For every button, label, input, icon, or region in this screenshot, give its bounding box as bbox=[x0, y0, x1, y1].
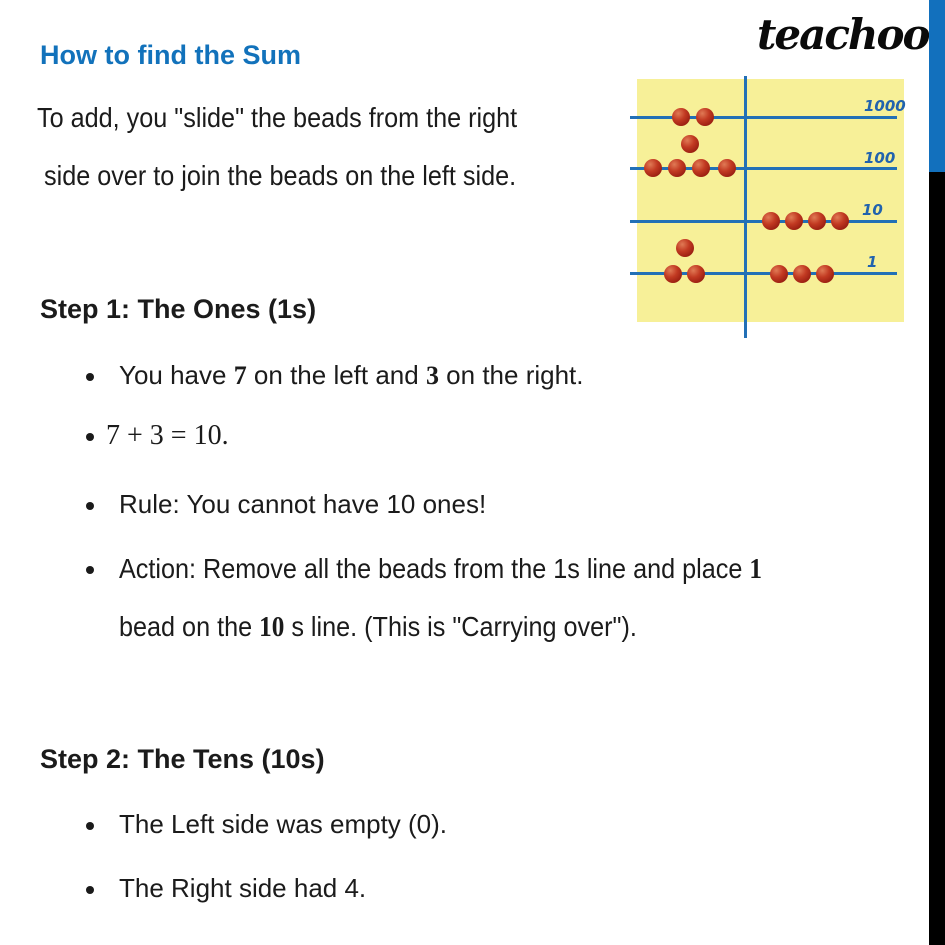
step1-bullet-equation bbox=[86, 420, 229, 452]
abacus-bead bbox=[668, 159, 686, 177]
abacus-label-100: 100 bbox=[864, 149, 896, 167]
abacus-bead bbox=[692, 159, 710, 177]
intro-line-1: To add, you "slide" the beads from the right bbox=[37, 102, 518, 133]
abacus-bead bbox=[808, 212, 826, 230]
abacus-bead bbox=[672, 108, 690, 126]
bullet-dot bbox=[86, 502, 94, 510]
step1-action-line1: Action: Remove all the beads from the 1s line and place 1 bbox=[119, 553, 762, 585]
abacus-bead bbox=[664, 265, 682, 283]
step1-bullet-action bbox=[86, 553, 833, 586]
abacus-bead bbox=[816, 265, 834, 283]
abacus-bead bbox=[762, 212, 780, 230]
abacus-bead bbox=[718, 159, 736, 177]
abacus-bead bbox=[644, 159, 662, 177]
bullet-dot bbox=[86, 433, 94, 441]
step1-action-line2: bead on the 10 s line. (This is "Carrying over"). bbox=[119, 611, 637, 643]
abacus-bead bbox=[793, 265, 811, 283]
edge-accent-bar-blue bbox=[929, 0, 945, 172]
abacus-label-1: 1 bbox=[867, 253, 878, 271]
step2-right-text: The Right side had 4. bbox=[119, 873, 367, 903]
step2-heading: Step 2: The Tens (10s) bbox=[40, 744, 325, 774]
abacus-bead bbox=[770, 265, 788, 283]
intro-line-2: side over to join the beads on the left side. bbox=[44, 160, 517, 191]
abacus-bead bbox=[696, 108, 714, 126]
bullet-dot bbox=[86, 886, 94, 894]
edge-accent-bar-black bbox=[929, 172, 945, 945]
abacus-bead bbox=[676, 239, 694, 257]
abacus-bead bbox=[785, 212, 803, 230]
bullet-dot bbox=[86, 566, 94, 574]
abacus-bead bbox=[681, 135, 699, 153]
step1-rule-text: Rule: You cannot have 10 ones! bbox=[119, 489, 487, 519]
abacus-label-1000: 1000 bbox=[864, 97, 906, 115]
teachoo-logo: teachoo bbox=[757, 10, 929, 59]
step2-bullet-left bbox=[86, 809, 447, 840]
abacus-bead bbox=[831, 212, 849, 230]
abacus-bead bbox=[687, 265, 705, 283]
step2-left-text: The Left side was empty (0). bbox=[119, 809, 448, 839]
bullet-dot bbox=[86, 373, 94, 381]
step1-bullet-counts bbox=[86, 360, 584, 391]
abacus-line-1000 bbox=[630, 116, 897, 119]
abacus-label-10: 10 bbox=[862, 201, 883, 219]
step1-bullet-rule bbox=[86, 489, 486, 520]
abacus-center-divider bbox=[744, 76, 747, 338]
page-title: How to find the Sum bbox=[40, 40, 301, 70]
step2-bullet-right bbox=[86, 873, 366, 904]
step1-bullet-counts-text: You have 7 on the left and 3 on the right. bbox=[119, 360, 584, 390]
step1-heading: Step 1: The Ones (1s) bbox=[40, 294, 317, 324]
bullet-dot bbox=[86, 822, 94, 830]
step1-equation-text: 7 + 3 = 10. bbox=[106, 420, 229, 451]
